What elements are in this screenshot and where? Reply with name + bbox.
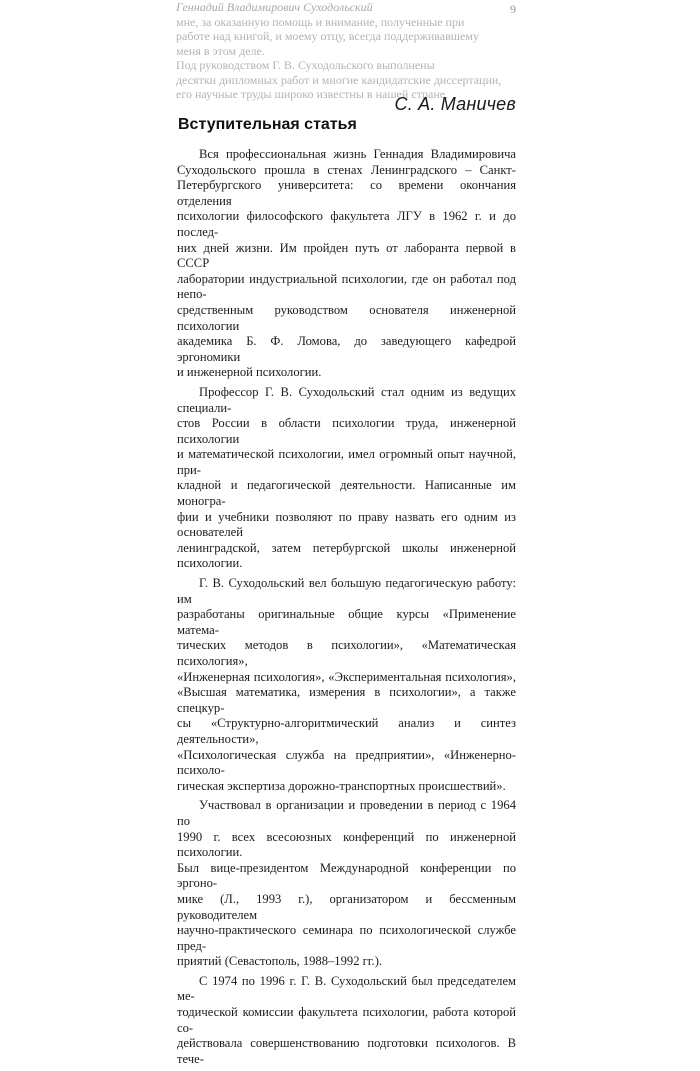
author-name: С. А. Маничев xyxy=(394,94,516,114)
bleed-line: его научные труды широко известны в нашей стране. xyxy=(176,87,449,101)
text-line: мике (Л., 1993 г.), организатором и бессменным руководителем xyxy=(177,891,516,922)
bleed-line: работе над книгой, и моему отцу, всегда поддерживавшему xyxy=(176,29,479,43)
text-line: Суходольского прошла в стенах Ленинградского – Санкт- xyxy=(177,162,516,177)
paragraph xyxy=(177,147,516,381)
text-line: ленинградской, затем петербургской школы инженерной психологии. xyxy=(177,540,516,571)
bleed-through-text xyxy=(176,0,516,101)
text-line: стов России в области психологии труда, инженерной психологии xyxy=(177,416,516,446)
bleed-page-number: 9 xyxy=(510,2,516,16)
bleed-line: мне, за оказанную помощь и внимание, полученные при xyxy=(176,14,465,29)
paragraph xyxy=(177,974,516,1068)
text-line: «Высшая математика, измерения в психологии», а также спецкур- xyxy=(177,685,516,715)
text-line: Был вице-президентом Международной конференции по эргоно- xyxy=(177,860,516,891)
text-line: и инженерной психологии. xyxy=(177,365,322,380)
text-line: Петербургского университета: со времени окончания отделения xyxy=(177,178,516,208)
text-line: академика Б. Ф. Ломова, до заведующего кафедрой эргономики xyxy=(177,334,516,364)
bleed-line: Под руководством Г. В. Суходольского выполнены xyxy=(176,58,435,72)
text-line: «Психологическая служба на предприятии», «Инженерно-психоло- xyxy=(177,747,516,778)
text-line: кладной и педагогической деятельности. Написанные им моногра- xyxy=(177,478,516,509)
paragraph xyxy=(177,385,516,572)
text-line: Вся профессиональная жизнь Геннадия Владимировича xyxy=(199,147,516,161)
bleed-line: десятки дипломных работ и многие кандидатские диссертации, xyxy=(176,72,502,87)
text-line: и математической психологии, имел огромный опыт научной, при- xyxy=(177,447,516,477)
text-line: 1990 г. всех всесоюзных конференций по инженерной психологии. xyxy=(177,829,516,860)
text-line: научно-практического семинара по психологической службе пред- xyxy=(177,923,516,953)
text-line: психологии философского факультета ЛГУ в 1962 г. и до послед- xyxy=(177,209,516,239)
bleed-header: Геннадий Владимирович Суходольский xyxy=(176,0,373,14)
text-line: приятий (Севастополь, 1988–1992 гг.). xyxy=(177,954,383,969)
text-line: разработаны оригинальные общие курсы «Применение матема- xyxy=(177,607,516,637)
paragraph xyxy=(177,576,516,794)
article-body xyxy=(177,147,516,1071)
paragraph xyxy=(177,798,516,970)
text-line: тических методов в психологии», «Математическая психология», xyxy=(177,638,516,668)
text-line: Профессор Г. В. Суходольский стал одним из ведущих специали- xyxy=(177,384,516,415)
text-line: Участвовал в организации и проведении в период с 1964 по xyxy=(177,798,516,828)
text-line: сы «Структурно-алгоритмический анализ и синтез деятельности», xyxy=(177,716,516,746)
text-line: тодической комиссии факультета психологии, работа которой со- xyxy=(177,1005,516,1035)
text-line: фии и учебники позволяют по праву назвать его одним из основателей xyxy=(177,509,516,540)
text-line: «Инженерная психология», «Экспериментальная психология», xyxy=(177,669,516,684)
text-line: С 1974 по 1996 г. Г. В. Суходольский был председателем ме- xyxy=(177,973,516,1004)
text-line: них дней жизни. Им пройден путь от лаборанта первой в СССР xyxy=(177,240,516,271)
text-line: гическая экспертиза дорожно-транспортных происшествий». xyxy=(177,778,506,793)
text-line: средственным руководством основателя инженерной психологии xyxy=(177,302,516,333)
text-line: лаборатории индустриальной психологии, где он работал под непо- xyxy=(177,271,516,302)
text-line: действовала совершенствованию подготовки психологов. В тече- xyxy=(177,1036,516,1066)
article-title: Вступительная статья xyxy=(178,116,357,133)
bleed-line: меня в этом деле. xyxy=(176,43,265,58)
text-line: Г. В. Суходольский вел большую педагогическую работу: им xyxy=(177,576,516,606)
